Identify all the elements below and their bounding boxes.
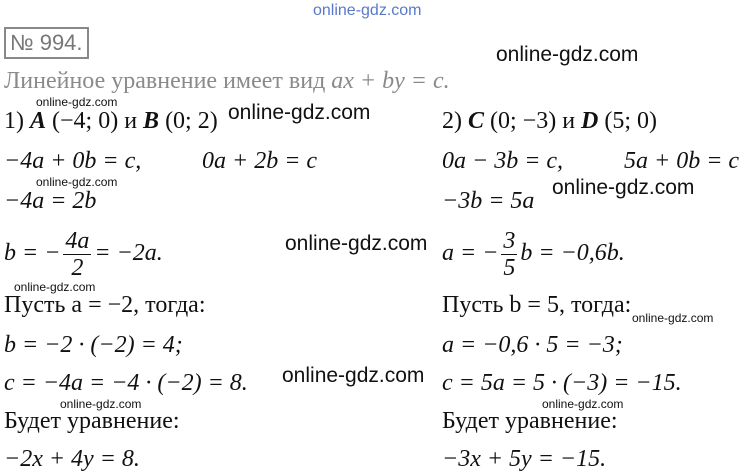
right-heading-part: (0; −3) и: [484, 108, 582, 134]
point-label-d: D: [581, 108, 599, 134]
right-fraction: [501, 228, 517, 281]
left-line1a: −4a + 0b = c,: [4, 148, 142, 174]
right-line6: c = 5a = 5 · (−3) = −15.: [442, 370, 682, 396]
left-line3-end: = −2a.: [94, 240, 163, 267]
point-label-b: B: [143, 108, 160, 134]
right-heading-part: (5; 0): [598, 108, 658, 134]
right-line5: a = −0,6 · 5 = −3;: [442, 332, 623, 358]
point-label-c: C: [468, 108, 485, 134]
right-line3: [442, 228, 625, 281]
watermark: online-gdz.com: [282, 364, 425, 387]
left-line6: c = −4a = −4 · (−2) = 8.: [4, 370, 248, 396]
task-statement: [4, 68, 450, 95]
right-line4: Пусть b = 5, тогда:: [442, 292, 632, 318]
left-line4: Пусть a = −2, тогда:: [4, 292, 206, 318]
watermark: online-gdz.com: [496, 43, 639, 66]
left-line5: b = −2 · (−2) = 4;: [4, 332, 183, 358]
watermark: online-gdz.com: [228, 101, 371, 124]
left-heading-part: (0; 2): [159, 108, 218, 134]
fraction-numerator: 3: [503, 228, 516, 254]
right-heading-part: 2): [442, 108, 468, 134]
left-line1b: 0a + 2b = c: [202, 148, 318, 174]
left-line2: −4a = 2b: [4, 188, 97, 214]
watermark-small: online-gdz.com: [60, 397, 142, 411]
task-number: № 994.: [4, 27, 89, 59]
left-line3-start: b = −: [4, 240, 61, 267]
right-line8: −3x + 5y = −15.: [442, 446, 607, 472]
right-line7: Будет уравнение:: [442, 408, 618, 434]
right-line1b: 5a + 0b = c: [624, 148, 740, 174]
left-heading-part: 1): [4, 108, 30, 134]
left-line8: −2x + 4y = 8.: [4, 446, 140, 472]
watermark: online-gdz.com: [285, 232, 428, 255]
right-line3-end: b = −0,6b.: [520, 240, 625, 267]
left-heading: [4, 108, 218, 134]
watermark: online-gdz.com: [552, 176, 695, 199]
watermark-small: online-gdz.com: [14, 280, 96, 294]
right-line2: −3b = 5a: [442, 188, 535, 214]
left-heading-part: (−4; 0) и: [46, 108, 144, 134]
left-fraction: [63, 228, 91, 281]
right-line1a: 0a − 3b = c,: [442, 148, 564, 174]
watermark-small: online-gdz.com: [36, 95, 118, 109]
fraction-numerator: 4a: [65, 228, 90, 254]
left-line3: [4, 228, 163, 281]
right-heading: [442, 108, 657, 134]
watermark-top: online-gdz.com: [313, 2, 422, 19]
task-intro-formula: ax + by = c.: [331, 68, 450, 94]
watermark-small: online-gdz.com: [632, 311, 714, 325]
fraction-denominator: 2: [71, 255, 84, 281]
left-line7: Будет уравнение:: [4, 408, 180, 434]
watermark-small: online-gdz.com: [542, 397, 624, 411]
watermark-small: online-gdz.com: [36, 175, 118, 189]
fraction-denominator: 5: [503, 255, 516, 281]
point-label-a: A: [30, 108, 47, 134]
task-intro-text: Линейное уравнение имеет вид: [4, 68, 332, 94]
right-line3-start: a = −: [442, 240, 499, 267]
